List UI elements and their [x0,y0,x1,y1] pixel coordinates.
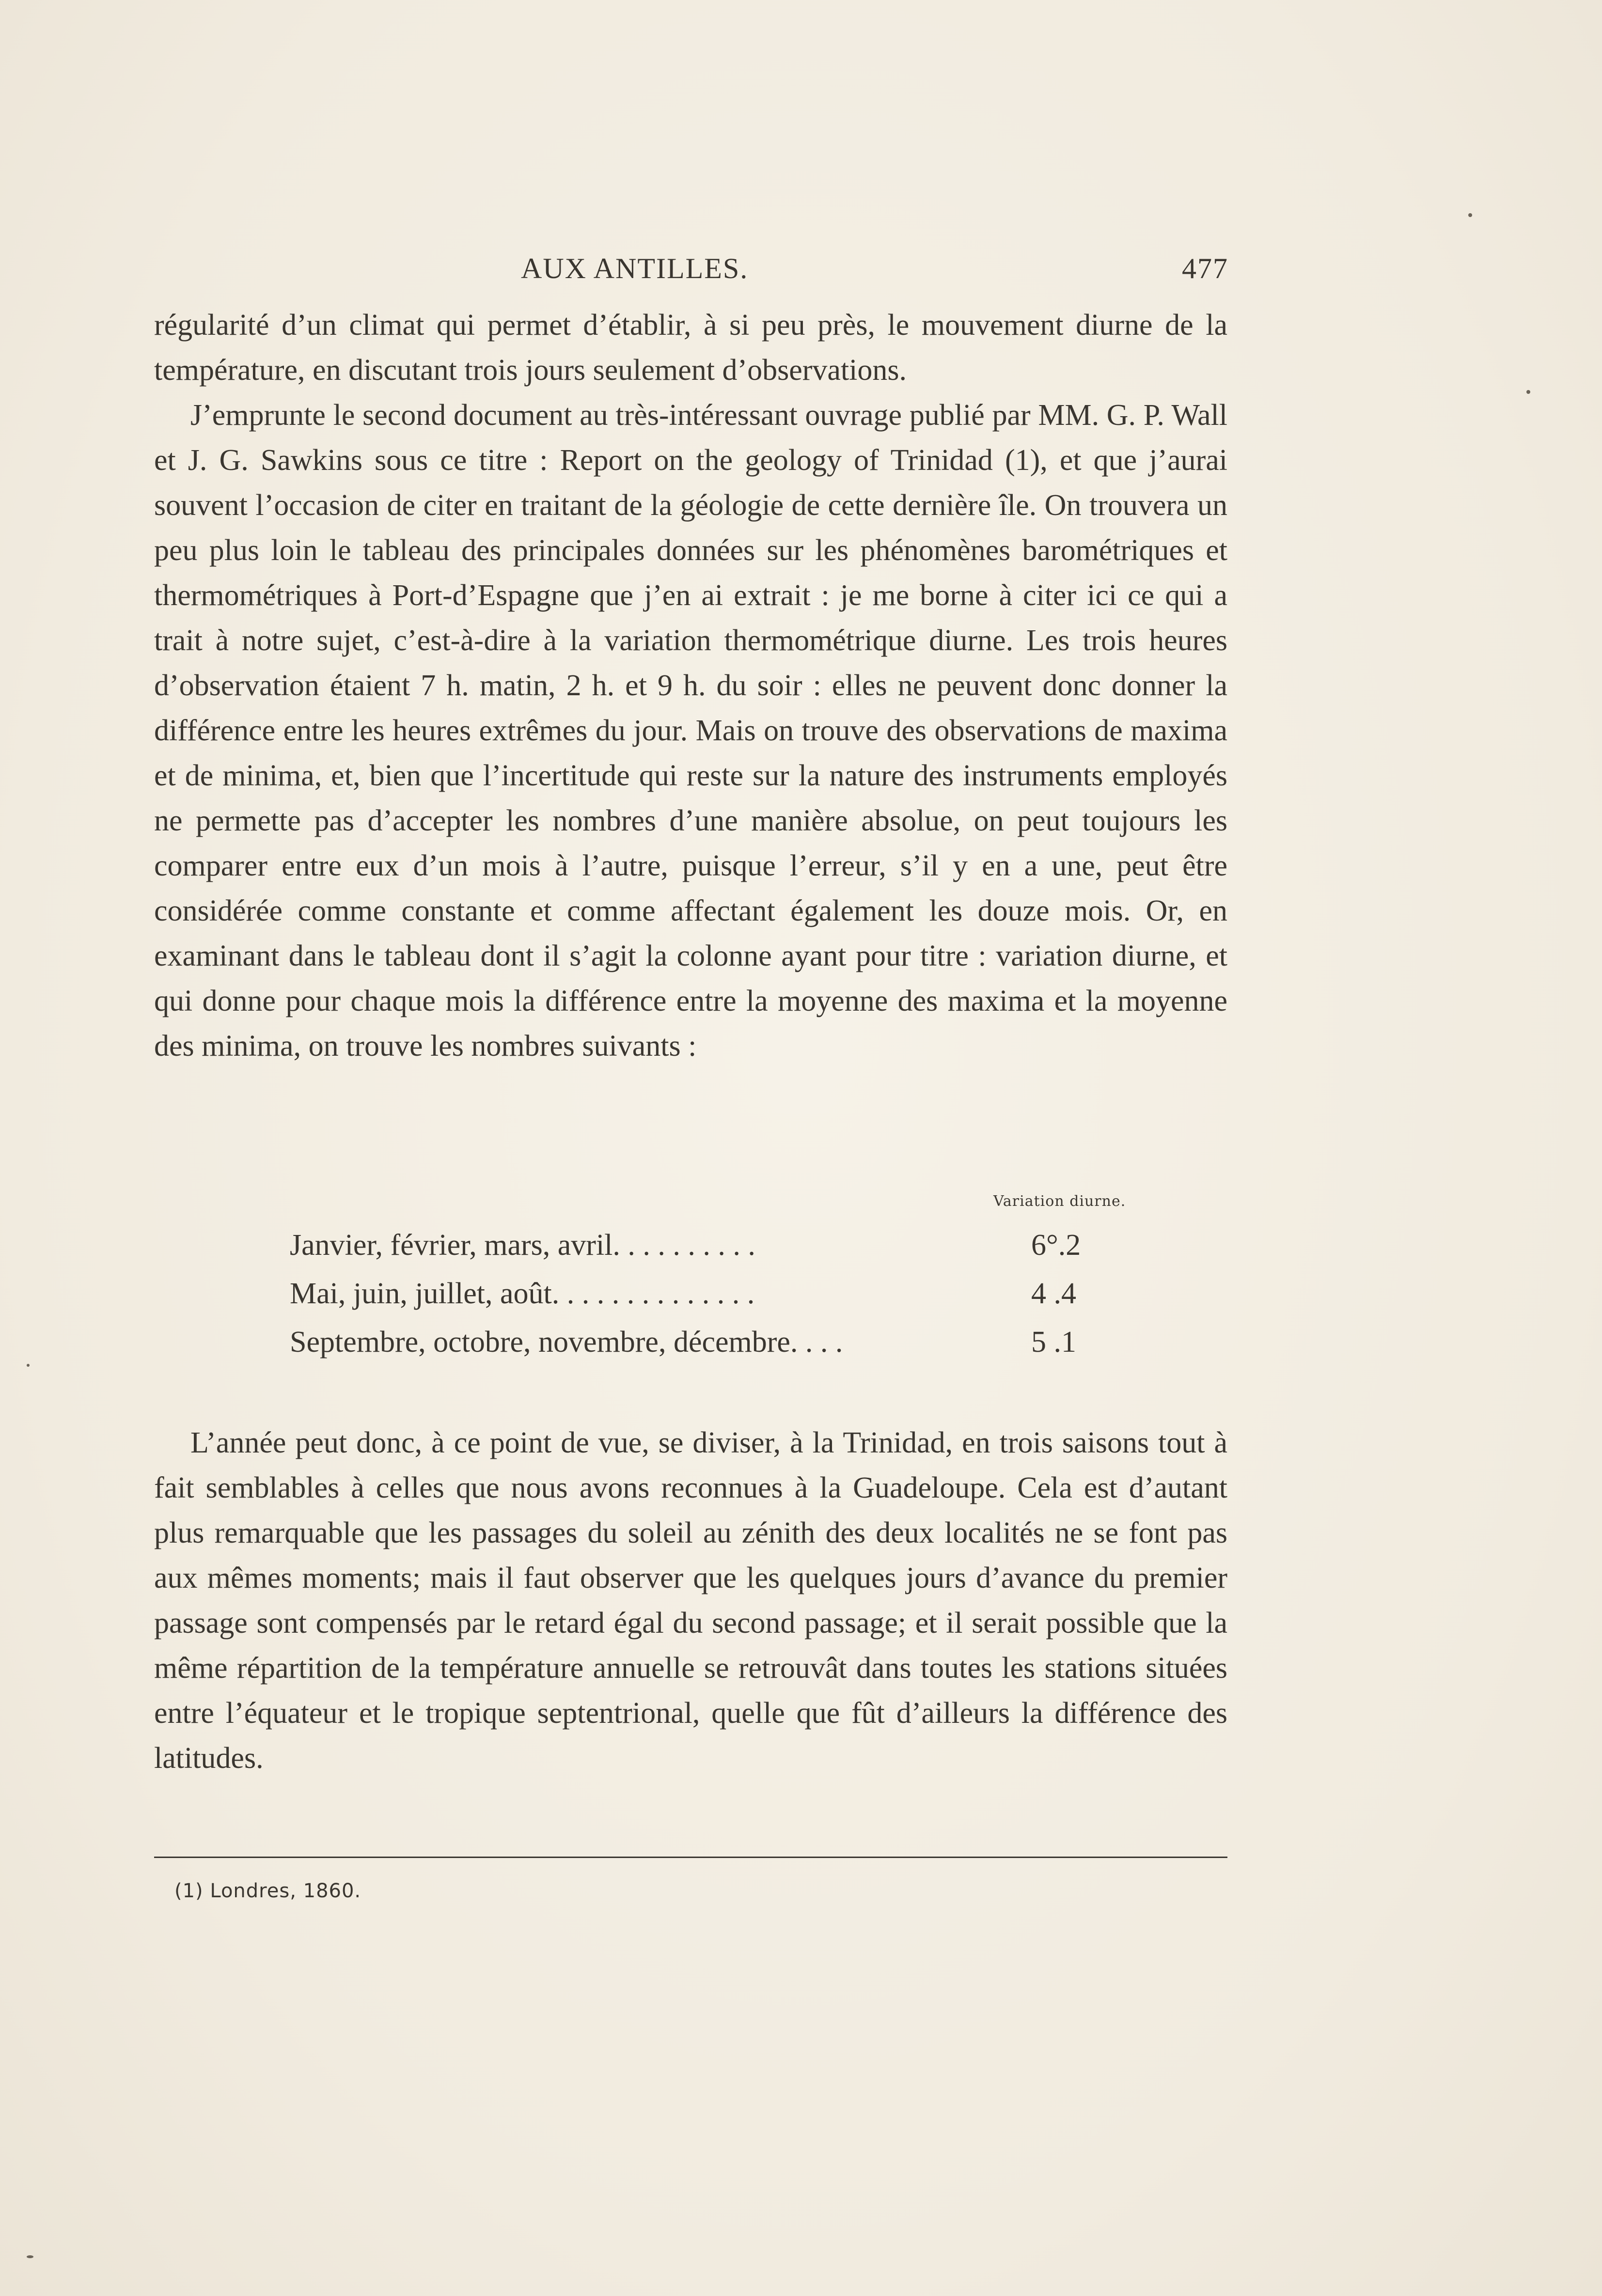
table-row-months: Septembre, octobre, novembre, décembre. . . . [290,1326,843,1359]
footnote: (1) Londres, 1860. [174,1880,361,1902]
table-row [290,1320,1104,1364]
paper-speck [1468,213,1472,217]
table-row-value: 4 .4 [1031,1277,1076,1310]
running-header [521,252,1228,291]
table-row [290,1272,1104,1315]
paragraph-seasons: L’année peut donc, à ce point de vue, se diviser, à la Trinidad, en trois saisons tout à fait semblables à celles que nous avons reconnues à la Guadeloupe. Cela est d’autant plus remarquable que les passages du soleil au zénith des deux localités ne se font pas aux mêmes moments; mais il faut observer que les quelques jours d’avance du premier passage sont compensés par le retard égal du second passage; et il serait possible que la même répartition de la température annuelle se retrouvât dans toutes les stations situées entre l’équateur et le tropique septentrional, quelle que fût d’ailleurs la différence des latitudes. [154,1426,1227,1775]
paper-speck [27,1364,30,1367]
footnote-divider [154,1857,1227,1858]
table-caption: Variation diurne. [993,1193,1126,1210]
running-title: AUX ANTILLES. [521,252,749,284]
paper-speck [1526,390,1530,394]
main-text-block-2 [154,1390,1227,1811]
paper-speck [27,2255,33,2258]
table-row-months: Mai, juin, juillet, août. . . . . . . . . . . . . . [290,1277,755,1310]
table-row-months: Janvier, février, mars, avril. . . . . . . . . . [290,1229,755,1262]
page-number: 477 [1182,252,1228,284]
paragraph-trinidad-document: J’emprunte le second document au très-intéressant ouvrage publié par MM. G. P. Wall et J. G. Sawkins sous ce titre : Report on the geology of Trinidad (1), et que j’aurai souvent l’occasion de citer en traitant de la géologie de cette dernière île. On trouvera un peu plus loin le tableau des principales données sur les phénomènes barométriques et thermométriques à Port-d’Espagne que j’en ai extrait : je me borne à citer ici ce qui a trait à notre sujet, c’est-à-dire à la variation thermométrique diurne. Les trois heures d’observation étaient 7 h. matin, 2 h. et 9 h. du soir : elles ne peuvent donc donner la différence entre les heures extrêmes du jour. Mais on trouve des observations de maxima et de minima, et, bien que l’incertitude qui reste sur la nature des instruments employés ne permette pas d’accepter les nombres d’une manière absolue, on peut toujours les comparer entre eux d’un mois à l’autre, puisque l’erreur, s’il y en a une, peut être considérée comme constante et comme affectant également les douze mois. Or, en examinant dans le tableau dont il s’agit la colonne ayant pour titre : variation diurne, et qui donne pour chaque mois la différence entre la moyenne des maxima et la moyenne des minima, on trouve les nombres suivants : [154,399,1227,1062]
table-row [290,1223,1104,1267]
table-row-value: 5 .1 [1031,1326,1076,1359]
main-text-block [154,303,1227,1069]
table-row-value: 6°.2 [1031,1229,1081,1262]
paragraph-continuation: régularité d’un climat qui permet d’établir, à si peu près, le mouvement diurne de la température, en discutant trois jours seulement d’observations. [154,309,1227,387]
